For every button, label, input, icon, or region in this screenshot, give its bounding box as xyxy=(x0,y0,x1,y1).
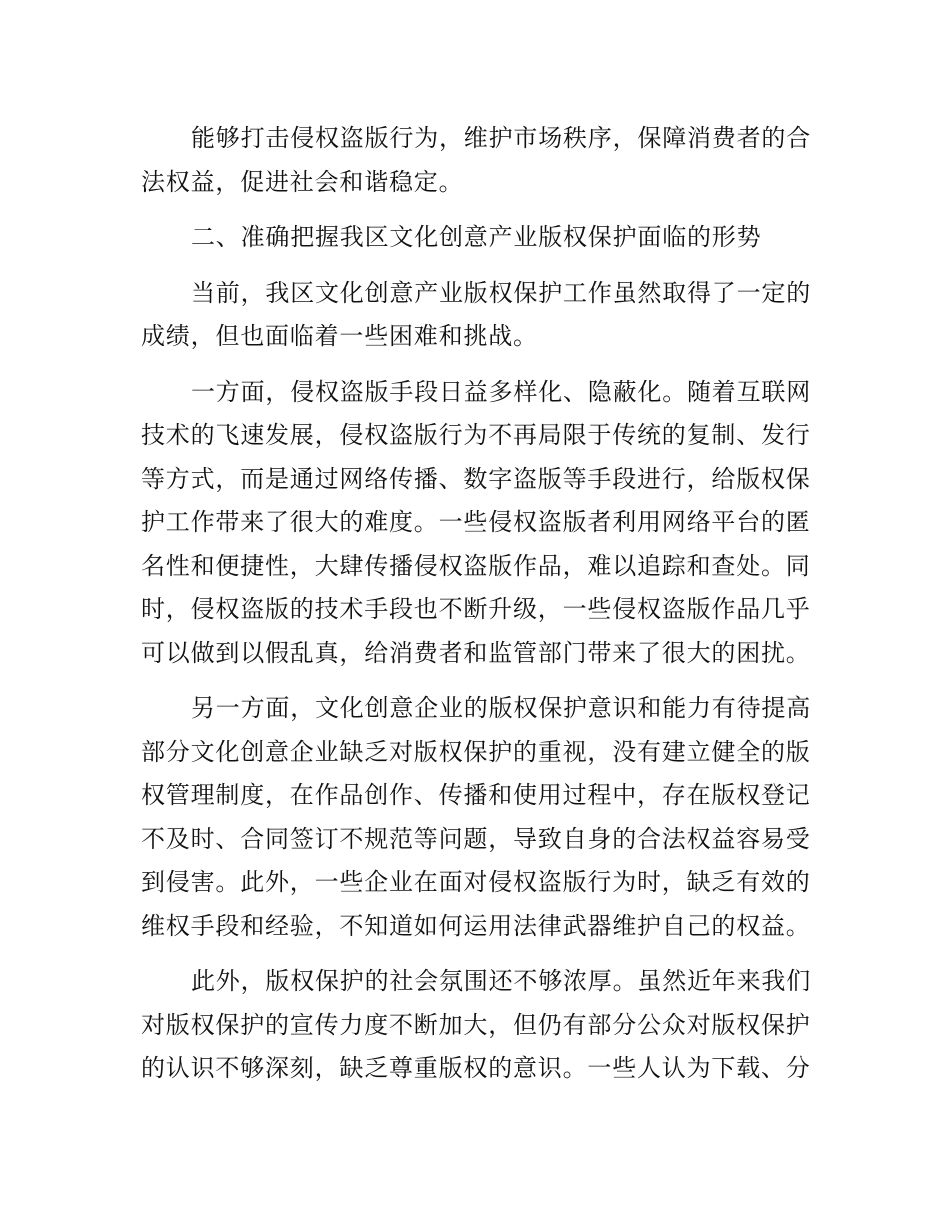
text-line: 法权益，促进社会和谐稳定。 xyxy=(141,167,464,196)
text-line: 等方式，而是通过网络传播、数字盗版等手段进行，给版权保 xyxy=(141,464,811,493)
paragraph xyxy=(141,687,815,948)
text-line: 成绩，但也面临着一些困难和挑战。 xyxy=(141,322,538,350)
paragraph xyxy=(141,117,815,204)
text-line: 对版权保护的宣传力度不断加大，但仍有部分公众对版权保护 xyxy=(141,1010,811,1039)
text-line: 部分文化创意企业缺乏对版权保护的重视，没有建立健全的版 xyxy=(141,737,811,766)
text-line: 可以做到以假乱真，给消费者和监管部门带来了很大的困扰。 xyxy=(141,638,811,667)
text-line: 一方面，侵权盗版手段日益多样化、隐蔽化。随着互联网 xyxy=(191,377,811,406)
text-line: 护工作带来了很大的难度。一些侵权盗版者利用网络平台的匿 xyxy=(141,508,811,536)
text-line: 时，侵权盗版的技术手段也不断升级，一些侵权盗版作品几乎 xyxy=(141,595,811,623)
paragraph xyxy=(141,371,815,676)
text-line: 技术的飞速发展，侵权盗版行为不再局限于传统的复制、发行 xyxy=(141,421,811,449)
text-line: 此外，版权保护的社会氛围还不够浓厚。虽然近年来我们 xyxy=(191,967,811,995)
text-line: 权管理制度，在作品创作、传播和使用过程中，存在版权登记 xyxy=(141,781,811,809)
text-line: 的认识不够深刻，缺乏尊重版权的意识。一些人认为下载、分 xyxy=(141,1054,811,1082)
text-line: 不及时、合同签订不规范等问题，导致自身的合法权益容易受 xyxy=(141,824,811,853)
paragraph xyxy=(141,960,815,1091)
text-line: 名性和便捷性，大肆传播侵权盗版作品，难以追踪和查处。同 xyxy=(141,551,811,580)
document-body xyxy=(141,117,815,1091)
heading-line: 二、准确把握我区文化创意产业版权保护面临的形势 xyxy=(191,223,762,251)
text-line: 另一方面，文化创意企业的版权保护意识和能力有待提高 xyxy=(191,694,811,722)
text-line: 到侵害。此外，一些企业在面对侵权盗版行为时，缺乏有效的 xyxy=(141,868,811,896)
section-heading xyxy=(141,216,815,260)
text-line: 当前，我区文化创意产业版权保护工作虽然取得了一定的 xyxy=(191,278,811,307)
text-line: 能够打击侵权盗版行为，维护市场秩序，保障消费者的合 xyxy=(191,124,811,152)
paragraph xyxy=(141,272,815,359)
text-line: 维权手段和经验，不知道如何运用法律武器维护自己的权益。 xyxy=(141,911,811,940)
